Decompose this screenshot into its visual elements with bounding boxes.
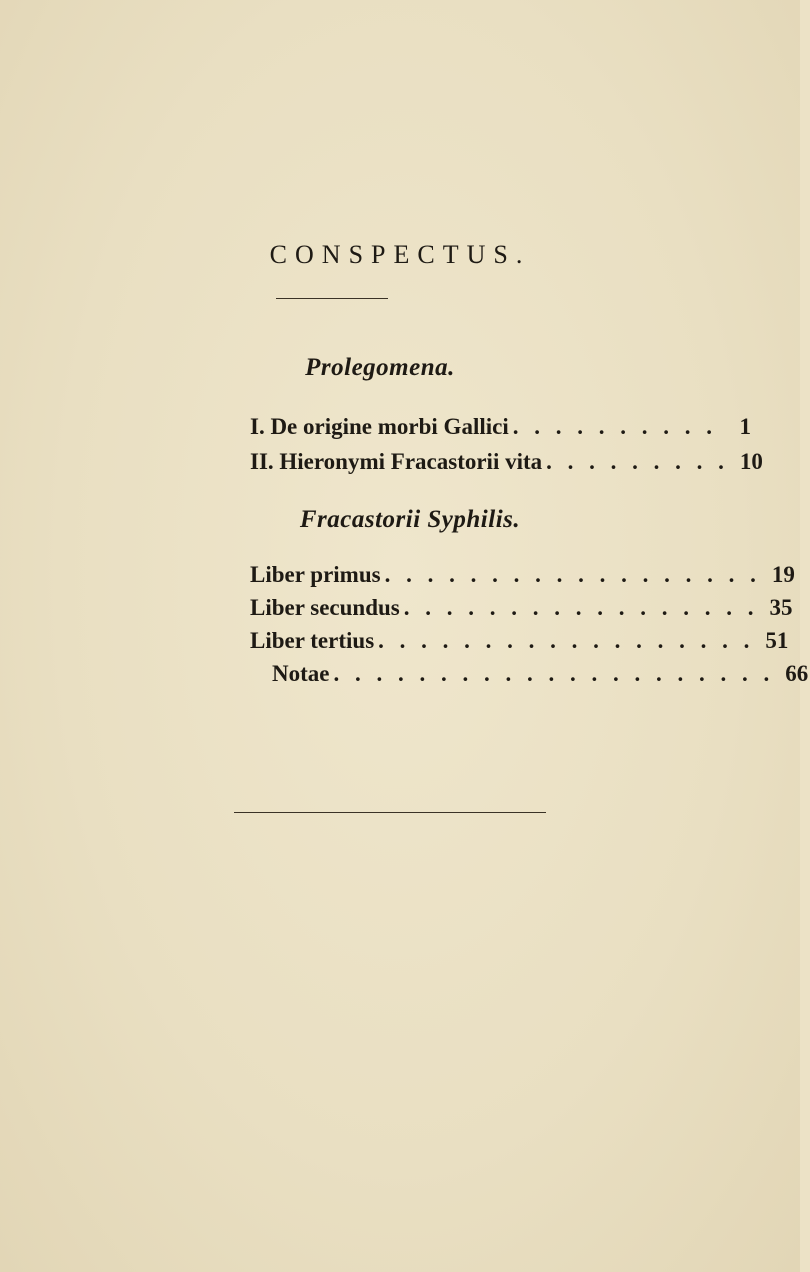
toc-entry-label: Liber secundus: [250, 595, 400, 620]
toc-leader-dots: . . . . . . . . . . . . . . . . . .: [378, 628, 755, 653]
toc-leader-dots: . . . . . . . . .: [546, 449, 729, 474]
toc-leader-dots: . . . . . . . . . . . . . . . . . .: [384, 562, 761, 587]
toc-entry: [250, 627, 789, 655]
toc-entry-label: II. Hieronymi Fracastorii vita: [250, 449, 543, 474]
toc-entry-label: Notae: [272, 661, 330, 686]
toc-entry-label: Liber primus: [250, 562, 381, 587]
toc-entry: [250, 448, 763, 476]
toc-entry-page: 1: [739, 414, 751, 439]
toc-entry: [250, 594, 793, 622]
toc-entry-page: 66: [785, 661, 809, 686]
section-heading-prolegomena: Prolegomena.: [305, 354, 455, 381]
title-divider: [276, 298, 388, 299]
toc-entry: [272, 660, 809, 688]
toc-entry: [250, 413, 751, 441]
toc-leader-dots: . . . . . . . . . . . . . . . . .: [403, 595, 759, 620]
toc-entry-page: 35: [769, 595, 793, 620]
closing-divider: [234, 812, 546, 813]
section-heading-syphilis: Fracastorii Syphilis.: [299, 506, 521, 533]
page-title: CONSPECTUS.: [269, 240, 531, 269]
toc-entry-page: 51: [765, 628, 789, 653]
toc-entry-page: 10: [739, 449, 763, 474]
toc-entry: [250, 561, 795, 589]
toc-entry-label: Liber tertius: [250, 628, 375, 653]
toc-leader-dots: . . . . . . . . . . . . . . . . . . . . .: [333, 661, 775, 686]
toc-leader-dots: . . . . . . . . . .: [512, 414, 717, 439]
toc-entry-page: 19: [771, 562, 795, 587]
toc-entry-label: I. De origine morbi Gallici: [250, 414, 509, 439]
